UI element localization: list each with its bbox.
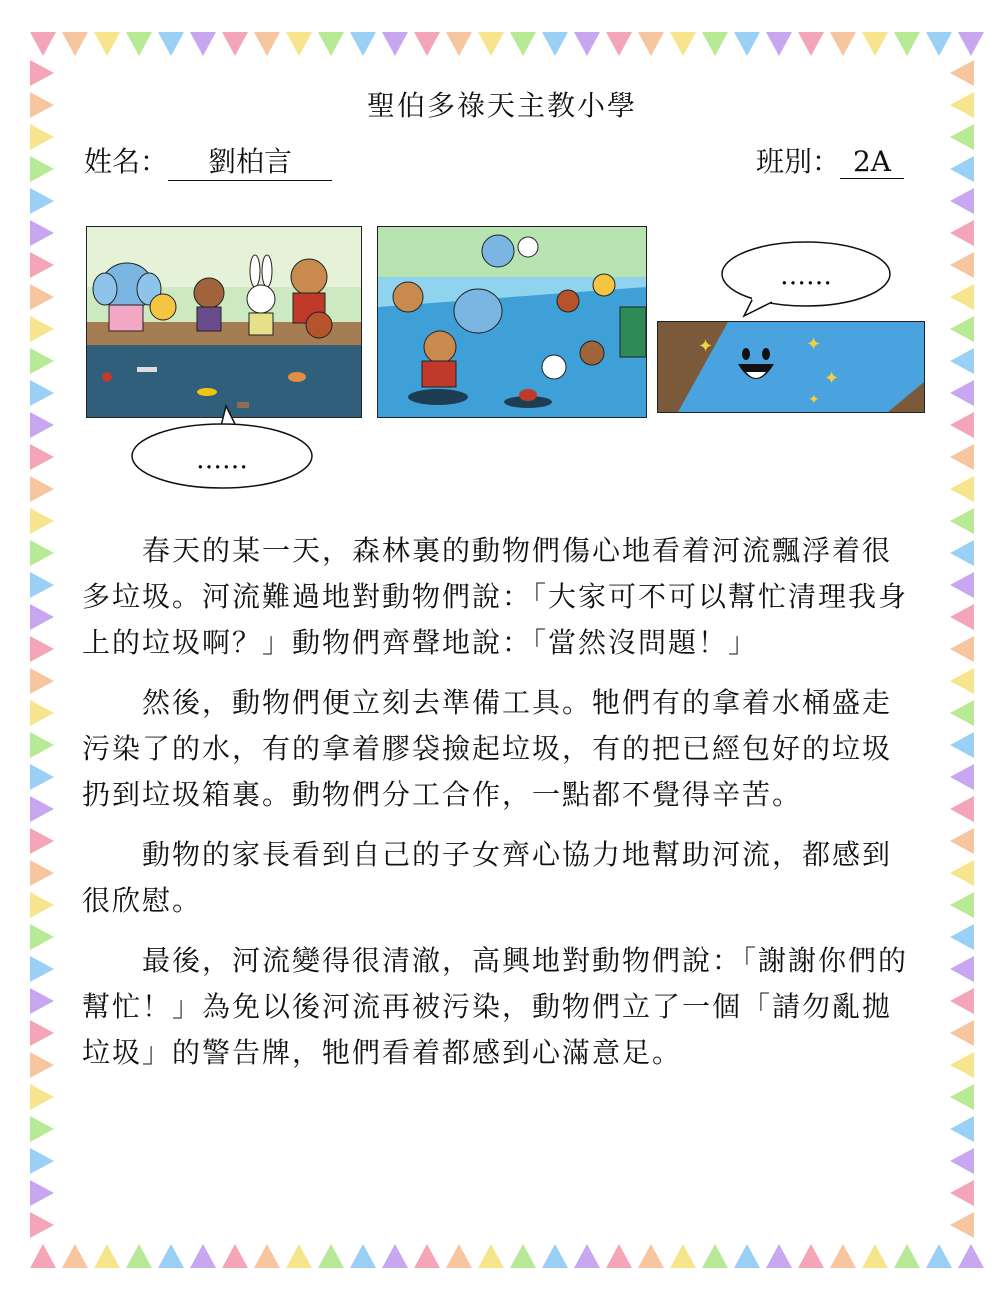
bunting-flag xyxy=(158,32,184,56)
bunting-flag xyxy=(126,32,152,56)
bunting-flag xyxy=(950,924,974,950)
story-paragraph-3: 動物的家長看到自己的子女齊心協力地幫助河流，都感到很欣慰。 xyxy=(82,838,893,917)
name-value: 劉柏言 xyxy=(168,140,332,181)
school-name: 聖伯多祿天主教小學 xyxy=(366,89,637,122)
story-paragraph-4: 最後，河流變得很清澈，高興地對動物們說：「謝謝你們的幫忙！」為免以後河流再被污染，動物們立了一個「請勿亂拋垃圾」的警告牌，牠們看着都感到心滿意足。 xyxy=(82,944,909,1069)
bunting-flag xyxy=(62,32,88,56)
bunting-flag xyxy=(30,540,54,566)
bunting-flag xyxy=(862,32,888,56)
bunting-flag xyxy=(926,1244,952,1268)
bunting-flag xyxy=(254,32,280,56)
story-paragraph-1: 春天的某一天，森林裏的動物們傷心地看着河流飄浮着很多垃圾。河流難過地對動物們說：「大家可不可以幫忙清理我身上的垃圾啊？」動物們齊聲地說：「當然沒問題！」 xyxy=(82,534,909,659)
class-label: 班別： xyxy=(756,145,841,178)
bunting-flag xyxy=(950,988,974,1014)
bunting-flag xyxy=(950,540,974,566)
bunting-flag xyxy=(30,188,54,214)
bunting-flag xyxy=(542,32,568,56)
name-line xyxy=(84,140,332,181)
bunting-flag xyxy=(30,444,54,470)
speech-bubble-2-text: …… xyxy=(780,261,832,291)
bunting-flag xyxy=(950,828,974,854)
bunting-flag xyxy=(926,32,952,56)
bunting-flag xyxy=(30,1116,54,1142)
bunting-flag xyxy=(638,32,664,56)
bunting-flag xyxy=(950,700,974,726)
polluted-river-illustration xyxy=(87,227,361,417)
class-line xyxy=(756,140,904,180)
bunting-flag xyxy=(30,732,54,758)
bunting-flag xyxy=(734,32,760,56)
bunting-flag xyxy=(950,1148,974,1174)
bunting-flag xyxy=(30,572,54,598)
bunting-flag xyxy=(222,32,248,56)
bunting-flag xyxy=(30,220,54,246)
svg-text:✦: ✦ xyxy=(808,392,820,408)
bunting-flag xyxy=(30,316,54,342)
bunting-flag xyxy=(950,508,974,534)
svg-text:✦: ✦ xyxy=(806,334,822,355)
bunting-flag xyxy=(734,1244,760,1268)
bunting-flag xyxy=(950,220,974,246)
bunting-flag xyxy=(286,32,312,56)
bunting-flag xyxy=(158,1244,184,1268)
bunting-flag xyxy=(446,1244,472,1268)
class-value: 2A xyxy=(840,145,904,179)
svg-text:✦: ✦ xyxy=(698,336,714,357)
bunting-flag xyxy=(766,32,792,56)
bunting-flag xyxy=(30,1148,54,1174)
bunting-flag xyxy=(670,1244,696,1268)
bunting-flag xyxy=(30,1084,54,1110)
bunting-flag xyxy=(30,60,54,86)
bunting-flag xyxy=(30,284,54,310)
story-text xyxy=(82,528,912,1090)
cleaning-river-illustration xyxy=(378,227,646,417)
bunting-flag xyxy=(318,32,344,56)
bunting-flag xyxy=(894,1244,920,1268)
bunting-flag xyxy=(950,348,974,374)
bunting-flag xyxy=(950,668,974,694)
bunting-flag xyxy=(950,476,974,502)
bunting-flag xyxy=(30,1020,54,1046)
bunting-flag xyxy=(446,32,472,56)
story-paragraph-2: 然後，動物們便立刻去準備工具。牠們有的拿着水桶盛走污染了的水，有的拿着膠袋撿起垃圾，有的把已經包好的垃圾扔到垃圾箱裏。動物們分工合作，一點都不覺得辛苦。 xyxy=(82,686,893,811)
bunting-flag xyxy=(958,32,984,56)
bunting-flag xyxy=(30,1052,54,1078)
bunting-flag xyxy=(950,188,974,214)
bunting-flag xyxy=(30,892,54,918)
comic-panel-1 xyxy=(86,226,362,418)
bunting-flag xyxy=(30,1180,54,1206)
bunting-flag xyxy=(382,1244,408,1268)
bunting-flag xyxy=(30,604,54,630)
bunting-flag xyxy=(950,956,974,982)
bunting-flag xyxy=(126,1244,152,1268)
bunting-flag xyxy=(950,124,974,150)
bunting-flag xyxy=(382,32,408,56)
speech-bubble-2 xyxy=(718,236,894,320)
bunting-flag xyxy=(30,988,54,1014)
bunting-flag xyxy=(222,1244,248,1268)
bunting-flag xyxy=(958,1244,984,1268)
bunting-flag xyxy=(950,1180,974,1206)
bunting-flag xyxy=(702,32,728,56)
bunting-flag xyxy=(30,412,54,438)
bunting-flag xyxy=(478,1244,504,1268)
bunting-flag xyxy=(950,444,974,470)
bunting-flag xyxy=(30,1212,54,1238)
bunting-flag xyxy=(950,636,974,662)
bunting-flag xyxy=(670,32,696,56)
bunting-flag xyxy=(798,1244,824,1268)
bunting-flag xyxy=(30,860,54,886)
bunting-flag xyxy=(478,32,504,56)
bunting-flag xyxy=(950,60,974,86)
bunting-flag xyxy=(950,796,974,822)
bunting-flag xyxy=(606,1244,632,1268)
bunting-flag xyxy=(30,380,54,406)
bunting-flag xyxy=(94,32,120,56)
bunting-flag xyxy=(30,828,54,854)
bunting-flag xyxy=(30,348,54,374)
bunting-flag xyxy=(254,1244,280,1268)
bunting-flag xyxy=(318,1244,344,1268)
bunting-flag xyxy=(950,860,974,886)
bunting-flag xyxy=(638,1244,664,1268)
bunting-flag xyxy=(30,668,54,694)
bunting-flag xyxy=(702,1244,728,1268)
bunting-flag xyxy=(30,1244,56,1268)
comic-panel-2 xyxy=(377,226,647,418)
bunting-flag xyxy=(190,1244,216,1268)
speech-bubble-1-text: …… xyxy=(196,445,248,475)
bunting-flag xyxy=(30,252,54,278)
comic-panel-3 xyxy=(657,321,925,413)
bunting-flag xyxy=(950,316,974,342)
bunting-flag xyxy=(894,32,920,56)
bunting-flag xyxy=(414,1244,440,1268)
bunting-flag xyxy=(950,380,974,406)
happy-river-illustration xyxy=(658,322,924,412)
name-label: 姓名： xyxy=(84,145,169,178)
bunting-flag xyxy=(950,1020,974,1046)
bunting-flag xyxy=(30,32,56,56)
bunting-flag xyxy=(510,32,536,56)
bunting-flag xyxy=(30,124,54,150)
bunting-flag xyxy=(950,252,974,278)
bunting-flag xyxy=(766,1244,792,1268)
bunting-flag xyxy=(606,32,632,56)
bunting-flag xyxy=(950,1212,974,1238)
bunting-flag xyxy=(950,412,974,438)
bunting-flag xyxy=(950,764,974,790)
bunting-flag xyxy=(950,1052,974,1078)
bunting-flag xyxy=(30,700,54,726)
bunting-flag xyxy=(862,1244,888,1268)
bunting-flag xyxy=(950,1084,974,1110)
bunting-flag xyxy=(190,32,216,56)
bunting-flag xyxy=(542,1244,568,1268)
bunting-flag xyxy=(950,732,974,758)
bunting-flag xyxy=(30,764,54,790)
bunting-flag xyxy=(830,32,856,56)
bunting-flag xyxy=(950,156,974,182)
bunting-flag xyxy=(62,1244,88,1268)
bunting-flag xyxy=(950,572,974,598)
bunting-flag xyxy=(286,1244,312,1268)
bunting-flag xyxy=(94,1244,120,1268)
bunting-flag xyxy=(30,796,54,822)
bunting-flag xyxy=(350,1244,376,1268)
speech-bubble-1 xyxy=(128,400,318,495)
bunting-flag xyxy=(950,284,974,310)
bunting-flag xyxy=(30,476,54,502)
svg-text:✦: ✦ xyxy=(824,368,840,389)
bunting-flag xyxy=(30,156,54,182)
bunting-flag xyxy=(574,32,600,56)
bunting-flag xyxy=(30,924,54,950)
bunting-flag xyxy=(30,508,54,534)
bunting-flag xyxy=(950,604,974,630)
bunting-flag xyxy=(574,1244,600,1268)
bunting-flag xyxy=(950,1116,974,1142)
bunting-flag xyxy=(30,956,54,982)
bunting-flag xyxy=(830,1244,856,1268)
bunting-flag xyxy=(350,32,376,56)
bunting-flag xyxy=(30,636,54,662)
bunting-flag xyxy=(798,32,824,56)
bunting-flag xyxy=(510,1244,536,1268)
bunting-flag xyxy=(950,892,974,918)
bunting-flag xyxy=(414,32,440,56)
